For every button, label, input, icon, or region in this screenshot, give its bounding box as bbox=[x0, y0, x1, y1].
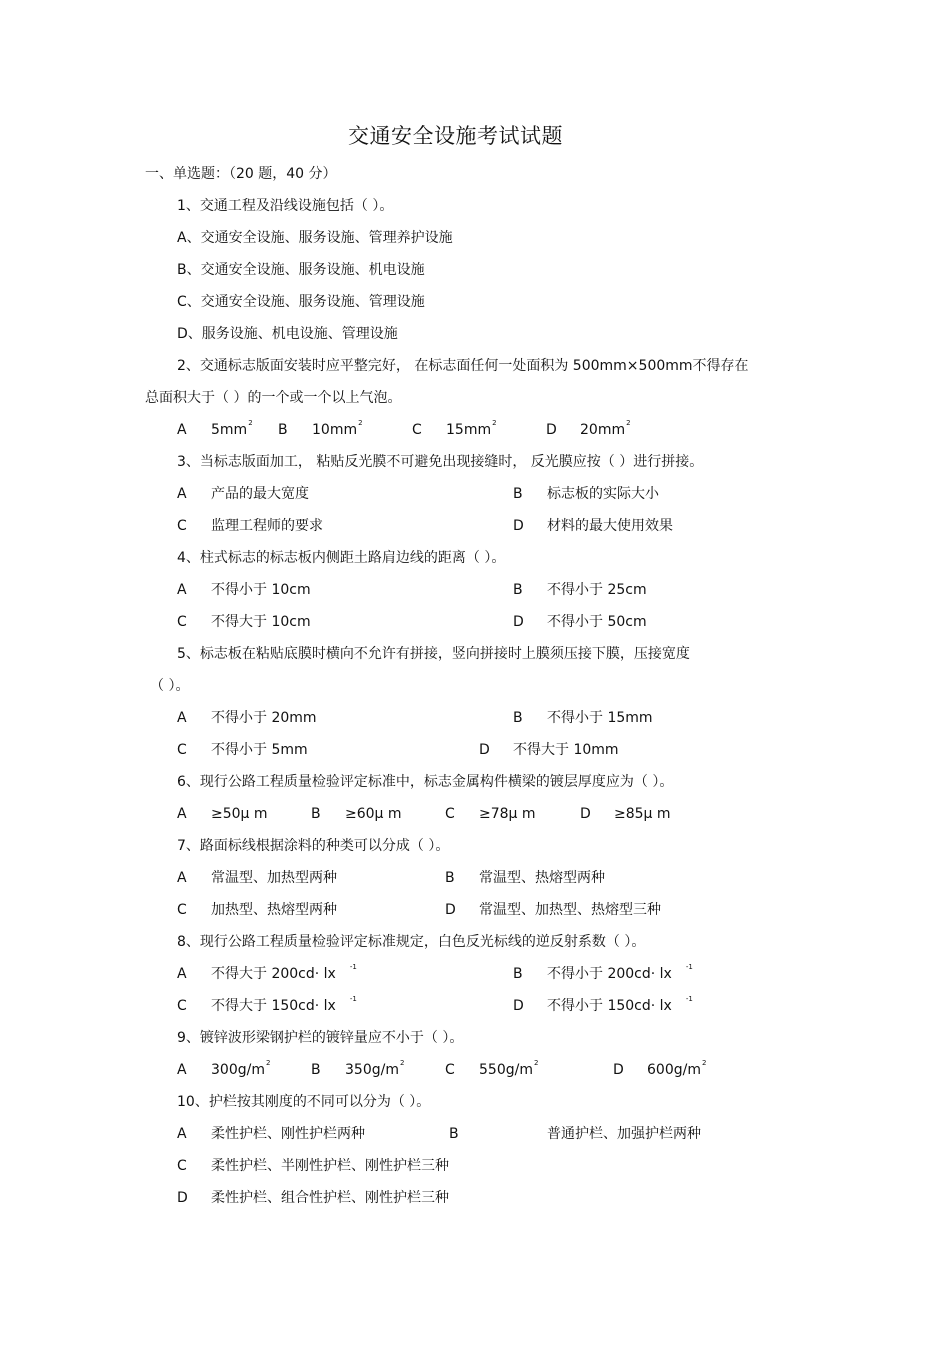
page-title: 交通安全设施考试试题 bbox=[348, 124, 563, 148]
question-10-stem: 10、护栏按其刚度的不同可以分为（ ）。 bbox=[177, 1094, 431, 1110]
question-6-option-b: ≥60μ m bbox=[345, 806, 402, 822]
question-2-stem-line2: 总面积大于（ ）的一个或一个以上气泡。 bbox=[145, 390, 402, 406]
question-10-option-c: 柔性护栏、半刚性护栏、刚性护栏三种 bbox=[211, 1158, 449, 1174]
question-9-option-a-letter: A bbox=[177, 1062, 187, 1078]
question-2-option-d: $20mm^2$ bbox=[580, 419, 631, 438]
question-1-option-b: B、交通安全设施、服务设施、机电设施 bbox=[177, 262, 425, 278]
question-7-option-c: 加热型、热熔型两种 bbox=[211, 902, 337, 918]
question-5-stem-line1: 5、标志板在粘贴底膜时横向不允许有拼接，竖向拼接时上膜须压接下膜，压接宽度 bbox=[177, 646, 690, 662]
question-1-option-a: A、交通安全设施、服务设施、管理养护设施 bbox=[177, 230, 453, 246]
question-5-option-a-letter: A bbox=[177, 710, 187, 726]
question-9-option-b-letter: B bbox=[311, 1062, 321, 1078]
question-2-option-a: $5mm^2$ bbox=[211, 419, 253, 438]
question-8-option-a: 不得大于 200cd· lx $^{-1}$ bbox=[211, 963, 357, 982]
question-4-option-b: 不得小于 25cm bbox=[547, 582, 647, 598]
question-9-stem: 9、镀锌波形梁钢护栏的镀锌量应不小于（ ）。 bbox=[177, 1030, 464, 1046]
question-9-option-a: $300g/m^2$ bbox=[211, 1059, 271, 1078]
question-8-stem: 8、现行公路工程质量检验评定标准规定，白色反光标线的逆反射系数（ ）。 bbox=[177, 934, 646, 950]
question-9-option-c-letter: C bbox=[445, 1062, 455, 1078]
question-6-option-c-letter: C bbox=[445, 806, 455, 822]
question-3-stem: 3、当标志版面加工， 粘贴反光膜不可避免出现接缝时， 反光膜应按（ ）进行拼接。 bbox=[177, 454, 704, 470]
question-2-stem-line1: 2、交通标志版面安装时应平整完好， 在标志面任何一处面积为 500mm×500mm不得存在 bbox=[177, 358, 749, 374]
question-7-stem: 7、路面标线根据涂料的种类可以分成（ ）。 bbox=[177, 838, 450, 854]
question-5-option-d-letter: D bbox=[479, 742, 490, 758]
question-8-option-b: 不得小于 200cd· lx $^{-1}$ bbox=[547, 963, 693, 982]
question-5-option-b: 不得小于 15mm bbox=[547, 710, 653, 726]
question-10-option-b-letter: B bbox=[449, 1126, 459, 1142]
question-6-option-d-letter: D bbox=[580, 806, 591, 822]
question-4-option-c: 不得大于 10cm bbox=[211, 614, 311, 630]
question-7-option-b-letter: B bbox=[445, 870, 455, 886]
question-10-option-c-letter: C bbox=[177, 1158, 187, 1174]
question-4-option-b-letter: B bbox=[513, 582, 523, 598]
question-7-option-c-letter: C bbox=[177, 902, 187, 918]
question-4-option-a: 不得小于 10cm bbox=[211, 582, 311, 598]
question-9-option-d: $600g/m^2$ bbox=[647, 1059, 707, 1078]
question-4-option-d-letter: D bbox=[513, 614, 524, 630]
section-heading: 一、单选题：（20 题，40 分） bbox=[145, 166, 337, 182]
question-2-option-a-letter: A bbox=[177, 422, 187, 438]
question-10-option-a-letter: A bbox=[177, 1126, 187, 1142]
question-2-option-d-letter: D bbox=[546, 422, 557, 438]
question-1-option-d: D、服务设施、机电设施、管理设施 bbox=[177, 326, 398, 342]
question-2-option-b-letter: B bbox=[278, 422, 288, 438]
question-2-option-b: $10mm^2$ bbox=[312, 419, 363, 438]
question-8-option-b-letter: B bbox=[513, 966, 523, 982]
question-3-option-d-letter: D bbox=[513, 518, 524, 534]
question-1-stem: 1、交通工程及沿线设施包括（ ）。 bbox=[177, 198, 394, 214]
question-10-option-b: 普通护栏、加强护栏两种 bbox=[547, 1126, 701, 1142]
question-7-option-d-letter: D bbox=[445, 902, 456, 918]
question-6-option-b-letter: B bbox=[311, 806, 321, 822]
question-6-option-a: ≥50μ m bbox=[211, 806, 268, 822]
question-8-option-d: 不得小于 150cd· lx $^{-1}$ bbox=[547, 995, 693, 1014]
question-5-option-c: 不得小于 5mm bbox=[211, 742, 308, 758]
question-4-stem: 4、柱式标志的标志板内侧距土路肩边线的距离（ ）。 bbox=[177, 550, 506, 566]
question-4-option-a-letter: A bbox=[177, 582, 187, 598]
question-5-option-a: 不得小于 20mm bbox=[211, 710, 317, 726]
question-3-option-a: 产品的最大宽度 bbox=[211, 486, 309, 502]
question-4-option-d: 不得小于 50cm bbox=[547, 614, 647, 630]
question-7-option-a: 常温型、加热型两种 bbox=[211, 870, 337, 886]
question-3-option-b-letter: B bbox=[513, 486, 523, 502]
question-5-stem-line2: （ ）。 bbox=[150, 678, 190, 694]
question-3-option-a-letter: A bbox=[177, 486, 187, 502]
question-3-option-c-letter: C bbox=[177, 518, 187, 534]
question-5-option-b-letter: B bbox=[513, 710, 523, 726]
question-3-option-c: 监理工程师的要求 bbox=[211, 518, 323, 534]
question-9-option-b: $350g/m^2$ bbox=[345, 1059, 405, 1078]
question-7-option-b: 常温型、热熔型两种 bbox=[479, 870, 605, 886]
question-7-option-a-letter: A bbox=[177, 870, 187, 886]
question-5-option-c-letter: C bbox=[177, 742, 187, 758]
question-8-option-d-letter: D bbox=[513, 998, 524, 1014]
question-10-option-d: 柔性护栏、组合性护栏、刚性护栏三种 bbox=[211, 1190, 449, 1206]
question-8-option-a-letter: A bbox=[177, 966, 187, 982]
question-6-stem: 6、现行公路工程质量检验评定标准中，标志金属构件横梁的镀层厚度应为（ ）。 bbox=[177, 774, 674, 790]
question-10-option-d-letter: D bbox=[177, 1190, 188, 1206]
question-1-option-c: C、交通安全设施、服务设施、管理设施 bbox=[177, 294, 425, 310]
question-6-option-d: ≥85μ m bbox=[614, 806, 671, 822]
question-7-option-d: 常温型、加热型、热熔型三种 bbox=[479, 902, 661, 918]
question-8-option-c-letter: C bbox=[177, 998, 187, 1014]
question-2-option-c-letter: C bbox=[412, 422, 422, 438]
question-9-option-d-letter: D bbox=[613, 1062, 624, 1078]
question-9-option-c: $550g/m^2$ bbox=[479, 1059, 539, 1078]
question-8-option-c: 不得大于 150cd· lx $^{-1}$ bbox=[211, 995, 357, 1014]
question-4-option-c-letter: C bbox=[177, 614, 187, 630]
question-10-option-a: 柔性护栏、刚性护栏两种 bbox=[211, 1126, 365, 1142]
question-3-option-d: 材料的最大使用效果 bbox=[547, 518, 673, 534]
question-3-option-b: 标志板的实际大小 bbox=[547, 486, 659, 502]
question-5-option-d: 不得大于 10mm bbox=[513, 742, 619, 758]
question-2-option-c: $15mm^2$ bbox=[446, 419, 497, 438]
question-6-option-c: ≥78μ m bbox=[479, 806, 536, 822]
question-6-option-a-letter: A bbox=[177, 806, 187, 822]
